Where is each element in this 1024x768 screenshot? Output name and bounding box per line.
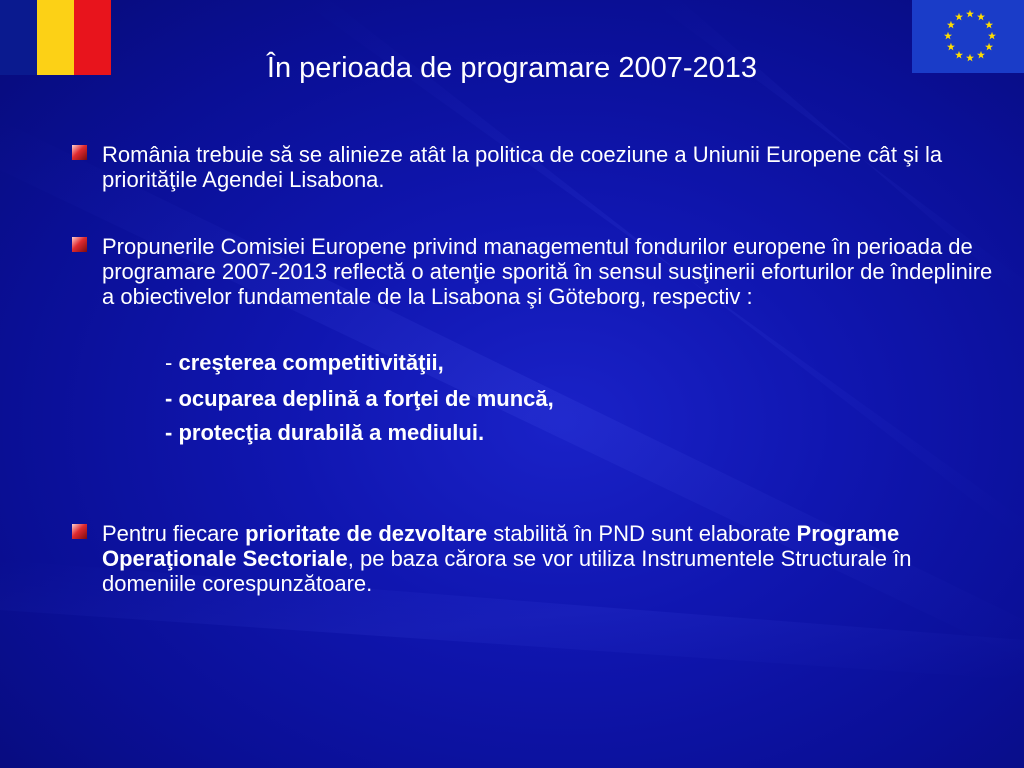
red-square-bullet-icon <box>72 145 87 160</box>
sub-item-employment: - ocuparea deplină a forţei de muncă, <box>165 386 554 411</box>
bullet-2-text: Propunerile Comisiei Europene privind managementul fondurilor europene în perioada de programare 2007-2013 reflectă o atenţie sporită în sensul susţinerii eforturilor de îndeplinire a obiectivelor fundamentale de la Lisabona şi Göteborg, respectiv : <box>102 234 993 309</box>
red-square-bullet-icon <box>72 237 87 252</box>
red-square-bullet-icon <box>72 524 87 539</box>
sub-item-competitiveness <box>165 350 985 375</box>
bullet-3-text-part-3: , pe baza cărora se vor utiliza Instrumentele Structurale în domeniile corespunzătoare. <box>102 546 912 596</box>
bullet-1-text: România trebuie să se alinieze atât la politica de coeziune a Uniunii Europene cât şi la priorităţile Agendei Lisabona. <box>102 142 943 192</box>
bullet-3-text-part-2: stabilită în PND sunt elaborate <box>487 521 797 546</box>
sub-item-dash: - <box>165 350 179 375</box>
slide-title: În perioada de programare 2007-2013 <box>266 52 758 84</box>
bullet-3-text-part-1: Pentru fiecare <box>102 521 246 546</box>
bullet-3-text <box>102 521 1002 596</box>
sub-item-text: creşterea competitivităţii, <box>178 350 444 375</box>
bullet-3-bold-priority: prioritate de dezvoltare <box>245 521 488 546</box>
sub-item-environment: - protecţia durabilă a mediului. <box>165 420 485 445</box>
bullet-3-bold-programs: Programe Operaţionale Sectoriale <box>102 521 900 571</box>
